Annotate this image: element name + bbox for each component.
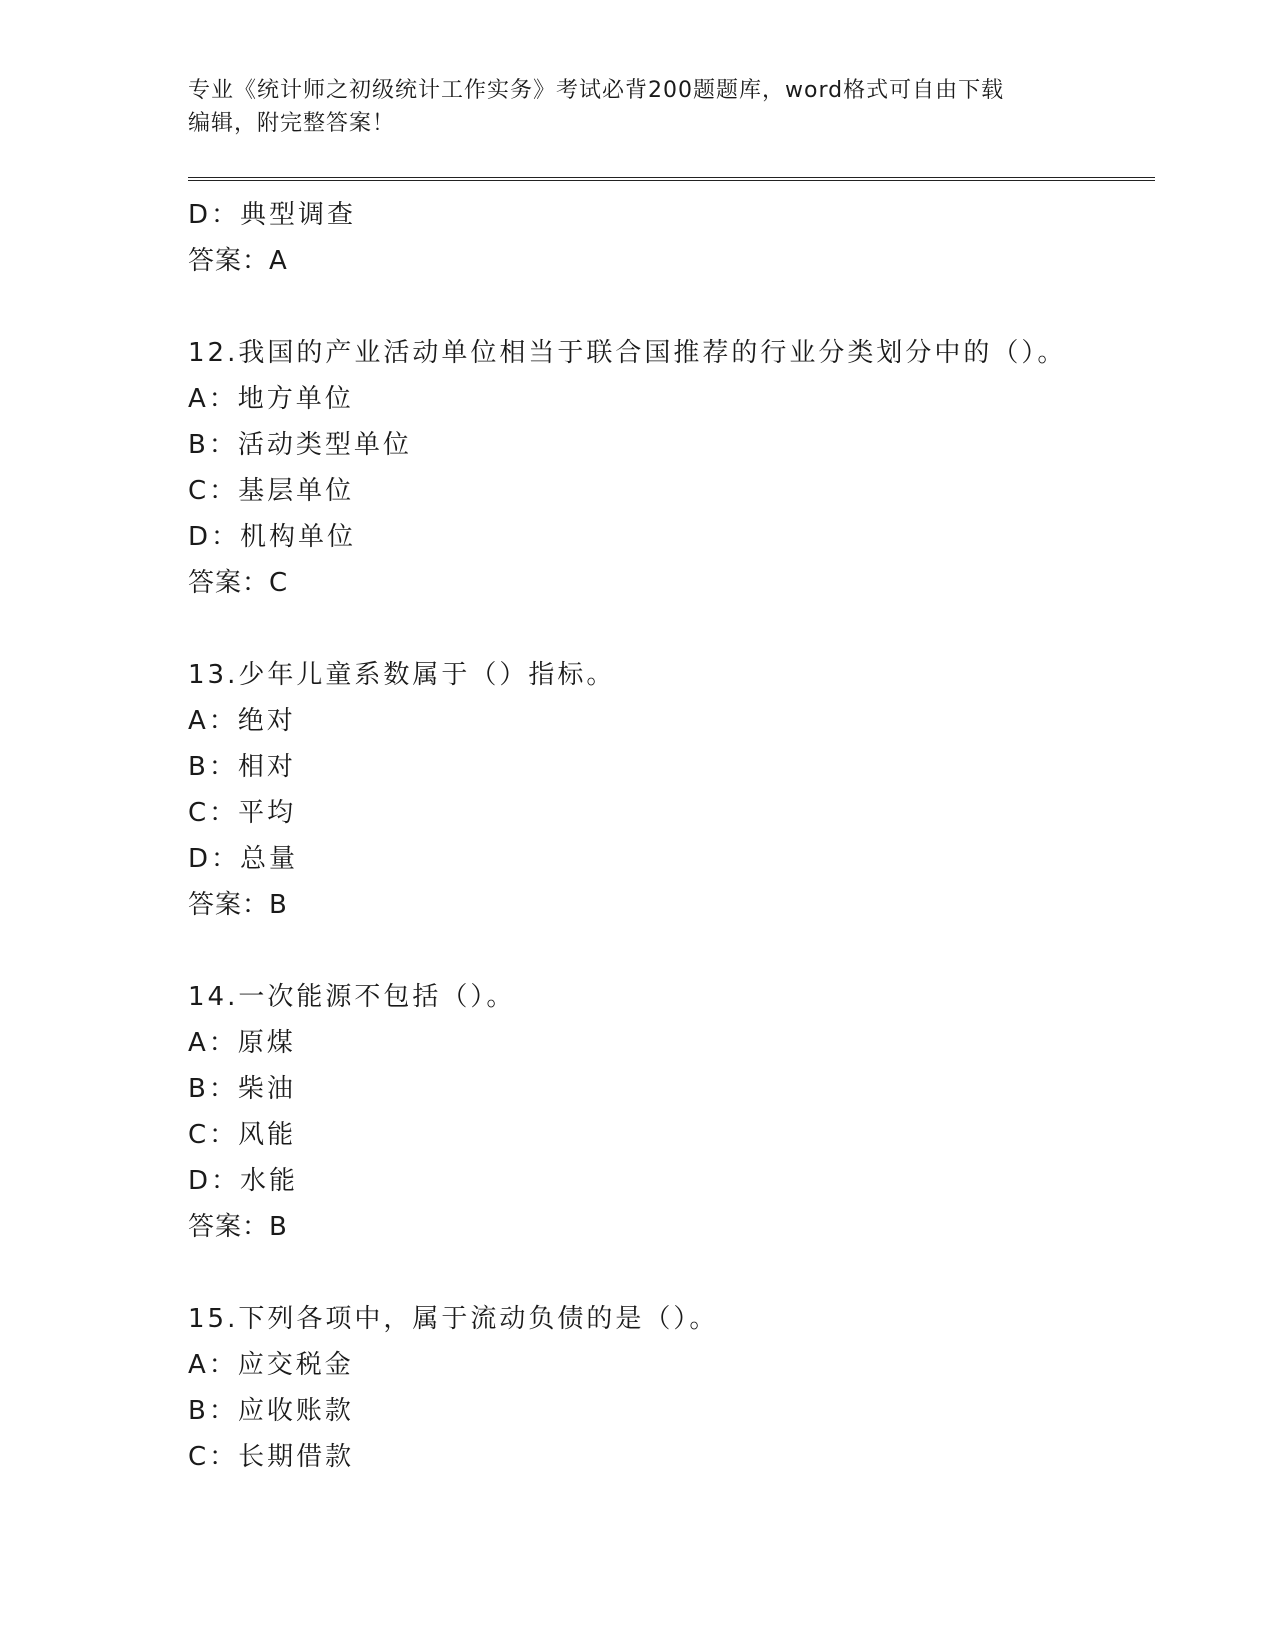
answer-text: 答案：B [188,1212,288,1242]
option-text: C：长期借款 [188,1442,355,1472]
option-text: B：应收账款 [188,1396,354,1426]
answer-text: 答案：B [188,890,288,920]
header-title-line-1: 专业《统计师之初级统计工作实务》考试必背200题题库，word格式可自由下载 [188,78,1005,103]
header-title-line-2: 编辑，附完整答案！ [188,111,396,136]
option-text: C：风能 [188,1120,297,1150]
spacer [188,928,1148,974]
spacer [188,606,1148,652]
question-list [188,192,1148,1480]
option-text: A：绝对 [188,706,296,736]
answer-text: 答案：A [188,246,288,276]
option-text: A：原煤 [188,1028,296,1058]
option-text: A：应交税金 [188,1350,354,1380]
option-text: C：基层单位 [188,476,355,506]
question-text: 12.我国的产业活动单位相当于联合国推荐的行业分类划分中的（）。 [188,338,1067,368]
option-text: A：地方单位 [188,384,354,414]
question-text: 14.一次能源不包括（）。 [188,982,516,1012]
option-text: B：柴油 [188,1074,296,1104]
option-text: C：平均 [188,798,297,828]
spacer [188,284,1148,330]
question-text: 13.少年儿童系数属于（）指标。 [188,660,616,690]
option-text: B：活动类型单位 [188,430,412,460]
header-divider [188,177,1155,181]
option-text: D：机构单位 [188,522,357,552]
option-text: D：水能 [188,1166,299,1196]
document-header [188,74,1068,140]
question-text: 15.下列各项中，属于流动负债的是（）。 [188,1304,719,1334]
option-text: D：总量 [188,844,299,874]
option-text: D：典型调查 [188,200,357,230]
answer-text: 答案：C [188,568,289,598]
spacer [188,1250,1148,1296]
option-text: B：相对 [188,752,296,782]
